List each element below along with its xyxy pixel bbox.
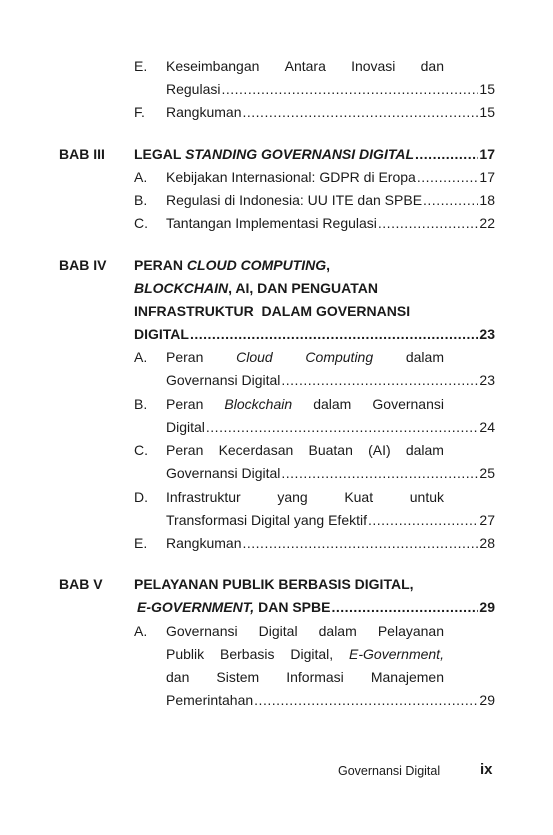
- title-part-italic: CLOUD COMPUTING: [186, 257, 327, 273]
- toc-entry[interactable]: [166, 167, 495, 187]
- toc-item-text: [166, 487, 444, 507]
- toc-word-italic: E-Government,: [349, 646, 444, 662]
- toc-item-letter: A.: [134, 169, 148, 185]
- toc-word: Kuat: [344, 489, 374, 505]
- toc-word: dalam: [313, 396, 352, 412]
- toc-item-text: Governansi Digital: [166, 465, 281, 481]
- toc-word: dan: [420, 58, 444, 74]
- toc-page-number: 17: [479, 146, 495, 162]
- toc-item-text: Governansi Digital: [166, 372, 281, 388]
- title-part: , AI, DAN PENGUATAN: [228, 280, 378, 296]
- dot-leader: [221, 79, 478, 99]
- chapter-title-line: INFRASTRUKTUR DALAM GOVERNANSI: [134, 303, 411, 319]
- toc-word: Digital,: [290, 646, 334, 662]
- toc-item-letter: C.: [134, 215, 148, 231]
- toc-word: (AI): [368, 442, 391, 458]
- dot-leader: [243, 102, 479, 122]
- toc-word: Infrastruktur: [166, 489, 241, 505]
- toc-entry[interactable]: [166, 510, 495, 530]
- toc-entry[interactable]: [166, 102, 495, 122]
- chapter-title: [137, 597, 330, 617]
- toc-item-letter: D.: [134, 489, 148, 505]
- toc-item-text: [166, 56, 444, 76]
- toc-item-text: [166, 347, 444, 367]
- toc-page-number: 28: [479, 535, 495, 551]
- toc-word: Governansi: [372, 396, 444, 412]
- chapter-title-line: PELAYANAN PUBLIK BERBASIS DIGITAL,: [134, 576, 414, 592]
- title-part-italic: E-GOVERNMENT,: [137, 599, 255, 615]
- toc-entry[interactable]: [166, 213, 495, 233]
- toc-word: Inovasi: [351, 58, 396, 74]
- dot-leader: [243, 533, 479, 553]
- toc-entry[interactable]: [166, 79, 495, 99]
- dot-leader: [423, 190, 478, 210]
- toc-word: Informasi: [286, 669, 344, 685]
- toc-word: Peran: [166, 396, 204, 412]
- toc-item-letter: A.: [134, 623, 148, 639]
- toc-entry[interactable]: [166, 417, 495, 437]
- toc-page-number: 22: [479, 215, 495, 231]
- title-part: DAN SPBE: [254, 599, 331, 615]
- toc-item-letter: F.: [134, 104, 145, 120]
- chapter-label: BAB IV: [59, 257, 107, 273]
- dot-leader: [254, 690, 478, 710]
- toc-item-text: Transformasi Digital yang Efektif: [166, 512, 367, 528]
- toc-item-letter: C.: [134, 442, 148, 458]
- chapter-label: BAB III: [59, 146, 105, 162]
- toc-word: dan: [166, 669, 190, 685]
- dot-leader: [378, 213, 479, 233]
- toc-entry[interactable]: [166, 690, 495, 710]
- title-part-italic: STANDING GOVERNANSI DIGITAL: [185, 146, 415, 162]
- dot-leader: [281, 463, 478, 483]
- toc-word: Publik: [166, 646, 205, 662]
- toc-entry[interactable]: [166, 190, 495, 210]
- toc-page-number: 29: [479, 599, 495, 615]
- toc-page-number: 18: [479, 192, 495, 208]
- chapter-title-line: [134, 255, 330, 275]
- toc-entry[interactable]: [166, 533, 495, 553]
- toc-page-number: 24: [479, 419, 495, 435]
- toc-word: yang: [277, 489, 308, 505]
- toc-page-number: 23: [479, 326, 495, 342]
- dot-leader: [281, 370, 478, 390]
- toc-item-letter: A.: [134, 349, 148, 365]
- toc-word-italic: Computing: [305, 349, 374, 365]
- toc-word: Governansi: [166, 623, 238, 639]
- toc-word: Pelayanan: [377, 623, 444, 639]
- chapter-title-entry[interactable]: [134, 144, 495, 164]
- toc-item-text: Rangkuman: [166, 104, 242, 120]
- toc-word: Sistem: [216, 669, 260, 685]
- toc-word-italic: Blockchain: [224, 396, 293, 412]
- title-part: PERAN: [134, 257, 187, 273]
- toc-page-number: 27: [479, 512, 495, 528]
- toc-item-text: Kebijakan Internasional: GDPR di Eropa: [166, 169, 416, 185]
- toc-word: Buatan: [308, 442, 353, 458]
- toc-word: untuk: [409, 489, 444, 505]
- title-part: ,: [326, 257, 331, 273]
- title-part: LEGAL: [134, 146, 186, 162]
- toc-page-number: 15: [479, 104, 495, 120]
- toc-entry[interactable]: [166, 463, 495, 483]
- toc-word: Peran: [166, 442, 204, 458]
- toc-item-letter: B.: [134, 192, 148, 208]
- toc-word: Manajemen: [370, 669, 444, 685]
- toc-word: Digital: [258, 623, 298, 639]
- toc-word: Peran: [166, 349, 204, 365]
- chapter-title-line: [134, 278, 378, 298]
- dot-leader: [206, 417, 479, 437]
- toc-item-text: [166, 440, 444, 460]
- toc-word: dalam: [405, 349, 444, 365]
- toc-item-text: [166, 667, 444, 687]
- chapter-title: DIGITAL: [134, 326, 189, 342]
- toc-item-text: [166, 644, 444, 664]
- toc-word: dalam: [318, 623, 357, 639]
- toc-page-number: 25: [479, 465, 495, 481]
- toc-item-text: Digital: [166, 419, 205, 435]
- toc-item-text: [166, 621, 444, 641]
- toc-page-number: 15: [479, 81, 495, 97]
- dot-leader: [417, 167, 479, 187]
- toc-item-text: Regulasi di Indonesia: UU ITE dan SPBE: [166, 192, 423, 208]
- chapter-title-entry[interactable]: [134, 324, 495, 344]
- dot-leader: [368, 510, 478, 530]
- running-footer-title: Governansi Digital: [338, 764, 441, 778]
- toc-word: Kecerdasan: [218, 442, 294, 458]
- toc-word: dalam: [405, 442, 444, 458]
- dot-leader: [331, 597, 478, 617]
- toc-item-letter: B.: [134, 396, 148, 412]
- dot-leader: [190, 324, 478, 344]
- toc-entry[interactable]: [166, 370, 495, 390]
- dot-leader: [415, 144, 478, 164]
- toc-word-italic: Cloud: [236, 349, 273, 365]
- toc-page-number: 17: [479, 169, 495, 185]
- title-part-italic: BLOCKCHAIN: [134, 280, 229, 296]
- toc-page-number: 23: [479, 372, 495, 388]
- toc-item-letter: E.: [134, 535, 148, 551]
- toc-word: Keseimbangan: [166, 58, 260, 74]
- toc-page-number: 29: [479, 692, 495, 708]
- toc-word: Antara: [284, 58, 326, 74]
- toc-item-text: [166, 394, 444, 414]
- chapter-title: [134, 144, 414, 164]
- chapter-title-entry[interactable]: [137, 597, 495, 617]
- toc-word: Berbasis: [220, 646, 275, 662]
- toc-item-text: Pemerintahan: [166, 692, 254, 708]
- toc-item-text: Tantangan Implementasi Regulasi: [166, 215, 377, 231]
- toc-item-letter: E.: [134, 58, 148, 74]
- chapter-label: BAB V: [59, 576, 103, 592]
- toc-item-text: Regulasi: [166, 81, 221, 97]
- page-number: ix: [480, 761, 493, 778]
- toc-item-text: Rangkuman: [166, 535, 242, 551]
